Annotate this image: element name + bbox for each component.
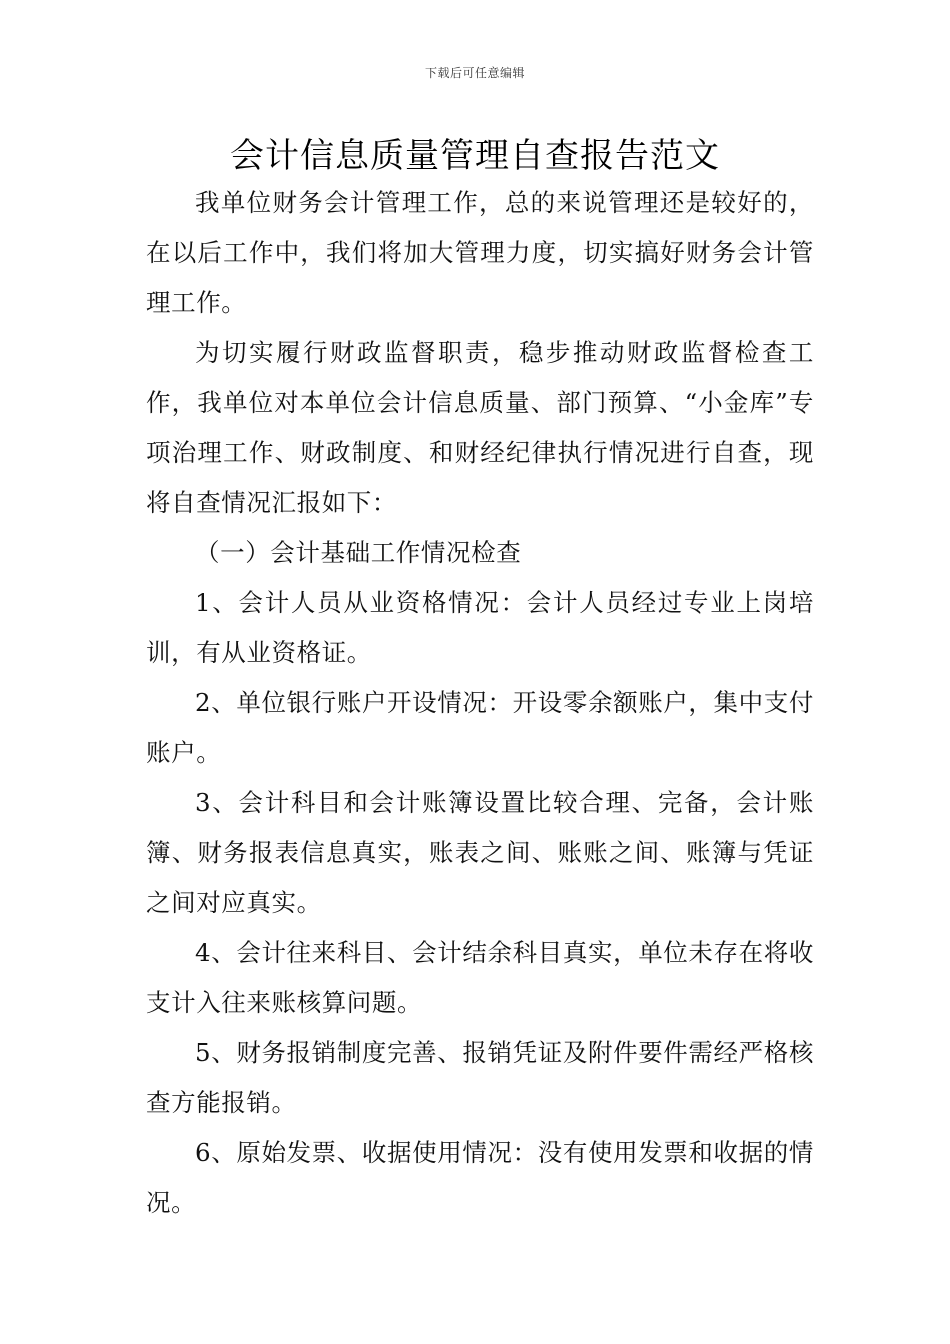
list-item-2: 2、单位银行账户开设情况：开设零余额账户，集中支付账户。	[146, 688, 814, 767]
paragraph-purpose: 为切实履行财政监督职责，稳步推动财政监督检查工作，我单位对本单位会计信息质量、部门预算、“小金库”专项治理工作、财政制度、和财经纪律执行情况进行自查，现将自查情况汇报如下：	[146, 338, 814, 517]
list-item-6: 6、原始发票、收据使用情况：没有使用发票和收据的情况。	[146, 1138, 814, 1217]
list-item-4: 4、会计往来科目、会计结余科目真实，单位未存在将收支计入往来账核算问题。	[146, 938, 814, 1017]
document-title: 会计信息质量管理自查报告范文	[230, 136, 720, 176]
paragraph-intro: 我单位财务会计管理工作，总的来说管理还是较好的，在以后工作中，我们将加大管理力度，切实搞好财务会计管理工作。	[146, 188, 814, 317]
list-item-1: 1、会计人员从业资格情况：会计人员经过专业上岗培训，有从业资格证。	[146, 588, 814, 667]
list-item-3: 3、会计科目和会计账簿设置比较合理、完备，会计账簿、财务报表信息真实，账表之间、账账之间、账簿与凭证之间对应真实。	[146, 788, 814, 917]
section-heading-1: （一）会计基础工作情况检查	[195, 538, 522, 567]
document-body	[146, 178, 814, 1228]
list-item-5: 5、财务报销制度完善、报销凭证及附件要件需经严格核查方能报销。	[146, 1038, 814, 1117]
header-note: 下载后可任意编辑	[424, 66, 525, 80]
